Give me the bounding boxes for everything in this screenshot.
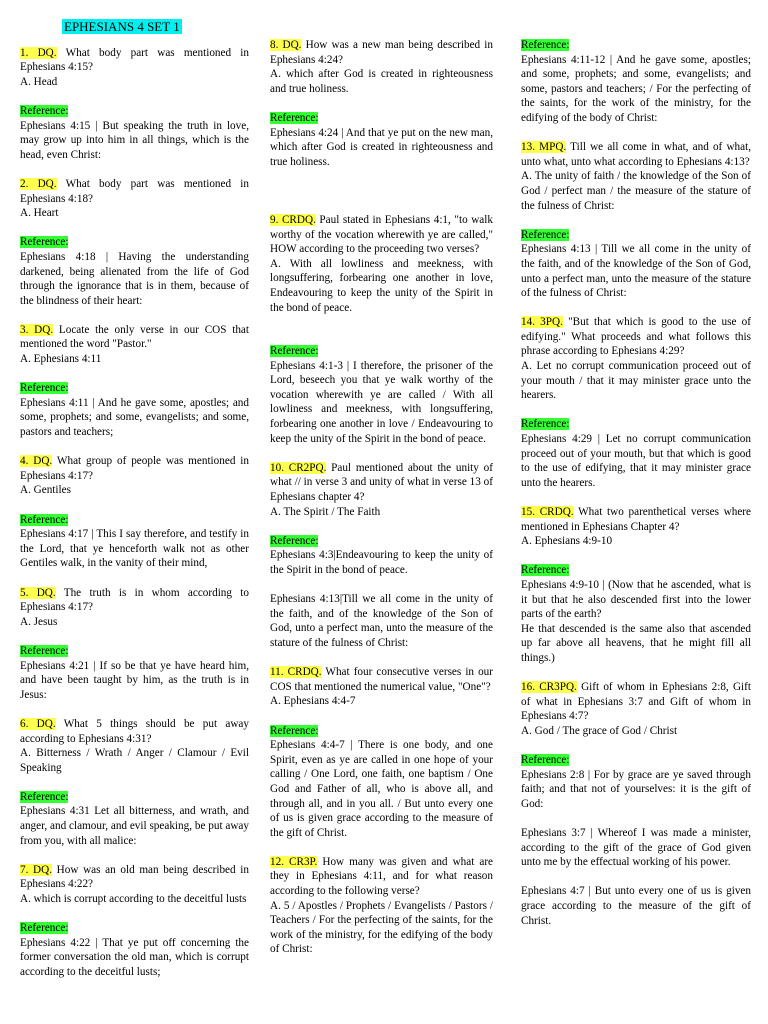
reference-label: Reference:	[521, 564, 570, 577]
question-text: "But that which is good to the use of edifying." What proceeds and what follows this phrase according to Ephesians 4:29?	[521, 316, 751, 358]
question-text: What body part was mentioned in Ephesians 4:18?	[20, 177, 249, 205]
reference-label: Reference:	[20, 236, 69, 249]
question-text: What four consecutive verses in our COS that mentioned the numerical value, "One"?	[270, 666, 494, 693]
question-tag: 2. DQ.	[20, 177, 57, 190]
question-text: The truth is in whom according to Ephesians 4:17?	[20, 586, 249, 614]
reference-9: Ephesians 4:1-3 | I therefore, the prisoner of the Lord, beseech you that ye walk worthy of the vocation wherewith ye are called / With all lowliness and meekness, with longsuffering, forbearing one another in love / Endeavouring to keep the unity of the Spirit in the bond of peace.	[270, 359, 493, 445]
reference-label: Reference:	[521, 39, 570, 51]
reference-16b: Ephesians 3:7 | Whereof I was made a minister, according to the gift of the grace of God given unto me by the effectual working of his power.	[521, 827, 751, 869]
reference-label: Reference:	[270, 534, 319, 547]
question-16	[521, 680, 751, 724]
reference-label: Reference:	[20, 644, 69, 657]
question-tag: 15. CRDQ.	[521, 506, 574, 518]
reference-15b: He that descended is the same also that ascended up far above all heavens, that he might fill all things.)	[521, 622, 751, 664]
question-tag: 14. 3PQ.	[521, 316, 563, 329]
question-5	[20, 586, 249, 615]
question-text: Gift of whom in Ephesians 2:8, Gift of what in Ephesians 3:7 and Gift of whom in Ephesians 4:7?	[521, 681, 751, 723]
reference-4: Ephesians 4:17 | This I say therefore, and testify in the Lord, that ye henceforth walk not as other Gentiles walk, in the vanity of their mind,	[20, 528, 249, 570]
question-10	[270, 461, 493, 505]
page-title: EPHESIANS 4 SET 1	[64, 19, 180, 34]
reference-16a: Ephesians 2:8 | For by grace are ye saved through faith; and that not of yourselves: it is the gift of God:	[521, 768, 751, 810]
question-tag: 7. DQ.	[20, 863, 53, 876]
reference-8: Ephesians 4:24 | And that ye put on the new man, which after God is created in righteousness and true holiness.	[270, 126, 493, 168]
question-text: Till we all come in what, and of what, unto what, unto what according to Ephesians 4:13?	[521, 141, 751, 168]
reference-label: Reference:	[521, 754, 570, 767]
question-4	[20, 454, 249, 483]
answer-3: A. Ephesians 4:11	[20, 353, 102, 366]
question-tag: 9. CRDQ.	[270, 213, 316, 226]
column-3	[521, 38, 751, 928]
reference-label: Reference:	[20, 790, 69, 803]
question-tag: 16. CR3PQ.	[521, 681, 577, 694]
answer-5: A. Jesus	[20, 615, 58, 628]
reference-label: Reference:	[20, 382, 69, 395]
answer-8: A. which after God is created in righteousness and true holiness.	[270, 68, 493, 95]
reference-12: Ephesians 4:11-12 | And he gave some, apostles; and some, prophets; and some, evangelists; and some, pastors and teachers; / For the perfecting of the saints, for the work of the ministry, for the edifying of the body of Christ:	[521, 53, 751, 124]
question-tag: 8. DQ.	[270, 39, 302, 51]
question-text: How was an old man being described in Ephesians 4:22?	[20, 863, 249, 891]
answer-10: A. The Spirit / The Faith	[270, 505, 381, 518]
answer-15: A. Ephesians 4:9-10	[521, 535, 613, 548]
reference-14: Ephesians 4:29 | Let no corrupt communication proceed out of your mouth, but that which is good to the use of edifying, that it may minister grace unto the hearers.	[521, 433, 751, 489]
question-tag: 6. DQ.	[20, 717, 56, 730]
question-1	[20, 46, 249, 75]
question-7	[20, 863, 249, 892]
question-tag: 13. MPQ.	[521, 141, 567, 154]
reference-16c: Ephesians 4:7 | But unto every one of us is given grace according to the measure of the gift of Christ.	[521, 885, 751, 927]
question-tag: 1. DQ.	[20, 46, 57, 59]
reference-label: Reference:	[270, 345, 319, 358]
question-15	[521, 505, 751, 534]
question-2	[20, 177, 249, 206]
question-13	[521, 140, 751, 169]
reference-label: Reference:	[20, 104, 69, 117]
reference-5: Ephesians 4:21 | If so be that ye have heard him, and have been taught by him, as the truth is in Jesus:	[20, 659, 249, 701]
question-9	[270, 213, 493, 257]
reference-6: Ephesians 4:31 Let all bitterness, and wrath, and anger, and clamour, and evil speaking, be put away from you, with all malice:	[20, 805, 249, 847]
answer-6: A. Bitterness / Wrath / Anger / Clamour / Evil Speaking	[20, 747, 249, 774]
reference-3: Ephesians 4:11 | And he gave some, apostles; and some, prophets; and some, evangelists; and some, pastors and teachers;	[20, 396, 249, 439]
answer-12: A. 5 / Apostles / Prophets / Evangelists / Pastors / Teachers / For the perfecting of the saints, for the work of the ministry, for the edifying of the body of Christ:	[270, 899, 493, 956]
question-tag: 4. DQ.	[20, 455, 53, 468]
reference-label: Reference:	[20, 513, 69, 526]
column-2	[270, 38, 493, 957]
reference-13: Ephesians 4:13 | Till we all come in the unity of the faith, and of the knowledge of the Son of God, unto a perfect man, unto the measure of the stature of the fulness of Christ:	[521, 243, 751, 300]
question-text: What 5 things should be put away according to Ephesians 4:31?	[20, 717, 249, 745]
answer-11: A. Ephesians 4:4-7	[270, 695, 356, 708]
reference-label: Reference:	[270, 724, 319, 737]
answer-4: A. Gentiles	[20, 484, 71, 497]
answer-7: A. which is corrupt according to the deceitful lusts	[20, 893, 247, 906]
reference-11: Ephesians 4:4-7 | There is one body, and one Spirit, even as ye are called in one hope of your calling / One Lord, one faith, one baptism / One God and Father of all, who is above all, and through all, and in you all. / But unto every one of us is given grace according to the measure of the gift of Christ.	[270, 739, 493, 839]
question-8	[270, 38, 493, 67]
question-text: What two parenthetical verses where mentioned in Ephesians Chapter 4?	[521, 506, 751, 533]
question-14	[521, 315, 751, 359]
question-tag: 3. DQ.	[20, 323, 54, 336]
question-text: Paul stated in Ephesians 4:1, "to walk worthy of the vocation wherewith ye are called," HOW according to the proceeding two verses?	[270, 213, 493, 256]
question-tag: 10. CR2PQ.	[270, 461, 327, 474]
reference-7: Ephesians 4:22 | That ye put off concerning the former conversation the old man, which is corrupt according to the deceitful lusts;	[20, 936, 249, 978]
question-text: What body part was mentioned in Ephesians 4:15?	[20, 46, 249, 74]
question-text: How many was given and what are they in Ephesians 4:11, and for what reason according to the following verse?	[270, 855, 494, 898]
answer-13: A. The unity of faith / the knowledge of the Son of God / perfect man / the measure of the stature of the fulness of Christ:	[521, 170, 751, 212]
reference-label: Reference:	[521, 418, 570, 431]
question-tag: 11. CRDQ.	[270, 666, 322, 679]
reference-15a: Ephesians 4:9-10 | (Now that he ascended, what is it but that he also descended first into the lower parts of the earth?	[521, 578, 751, 621]
question-11	[270, 665, 493, 694]
question-text: Locate the only verse in our COS that mentioned the word "Pastor."	[20, 323, 249, 351]
reference-2: Ephesians 4:18 | Having the understanding darkened, being alienated from the life of God through the ignorance that is in them, because of the blindness of their heart:	[20, 250, 249, 307]
answer-14: A. Let no corrupt communication proceed out of your mouth / that it may minister grace unto the hearers.	[521, 360, 751, 402]
question-tag: 12. CR3P.	[270, 855, 318, 868]
question-3	[20, 323, 249, 352]
reference-label: Reference:	[521, 228, 570, 241]
question-tag: 5. DQ.	[20, 586, 56, 599]
question-12	[270, 855, 493, 899]
answer-1: A. Head	[20, 75, 58, 88]
question-text: How was a new man being described in Ephesians 4:24?	[270, 39, 493, 66]
question-text: Paul mentioned about the unity of what // in verse 3 and unity of what in verse 13 of Ephesians chapter 4?	[270, 461, 493, 504]
reference-label: Reference:	[20, 922, 69, 935]
reference-10b: Ephesians 4:13|Till we all come in the unity of the faith, and of the knowledge of the Son of God, unto a perfect man, unto the measure of the stature of the fulness of Christ:	[270, 593, 493, 649]
question-6	[20, 717, 249, 746]
column-1	[20, 20, 249, 980]
reference-10a: Ephesians 4:3|Endeavouring to keep the unity of the Spirit in the bond of peace.	[270, 549, 493, 576]
reference-1: Ephesians 4:15 | But speaking the truth in love, may grow up into him in all things, which is the head, even Christ:	[20, 119, 249, 161]
reference-label: Reference:	[270, 111, 319, 124]
question-text: What group of people was mentioned in Ephesians 4:17?	[20, 455, 249, 482]
answer-16: A. God / The grace of God / Christ	[521, 724, 678, 737]
answer-2: A. Heart	[20, 207, 59, 220]
answer-9: A. With all lowliness and meekness, with longsuffering, forbearing one another in love, Endeavouring to keep the unity of the Spirit in the bond of peace.	[270, 257, 493, 314]
